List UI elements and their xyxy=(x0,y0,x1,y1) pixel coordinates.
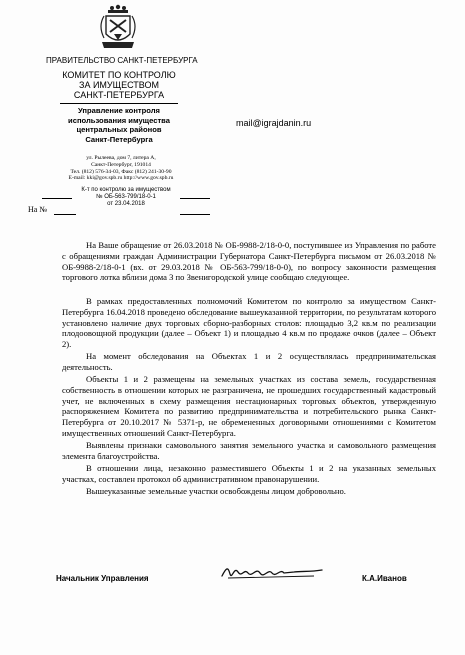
body-paragraph: На Ваше обращение от 26.03.2018 № ОБ-9988-2/18-0-0, поступившее из Управления по работе с обращениями граждан Администрации Губернатора Санкт-Петербурга письмом от 26.03.2018 № ОБ-9988-2/18-0-1 (вх. от 29.03.2018 № ОБ-563-799/18-0-0), по вопросу законности размещения торгового лотка вблизи дома 3 по Звенигородской улице сообщаю следующее. xyxy=(62,240,436,283)
date-line xyxy=(42,198,72,199)
signatory-title: Начальник Управления xyxy=(56,574,149,583)
committee-name xyxy=(52,70,186,100)
signatory-name: К.А.Иванов xyxy=(362,574,407,583)
address-line: Санкт-Петербург, 191014 xyxy=(91,161,151,168)
committee-line: КОМИТЕТ ПО КОНТРОЛЮ xyxy=(62,70,176,80)
handwritten-signature xyxy=(218,558,328,584)
department-line: использования имущества xyxy=(68,115,170,125)
department-line: Управление контроля xyxy=(78,106,160,115)
body-paragraph: В отношении лица, незаконно разместившего Объекты 1 и 2 на указанных земельных участках, составлен протокол об административном правонарушении. xyxy=(62,463,436,484)
stamp-line: № ОБ-563-799/18-0-1 xyxy=(96,194,156,200)
department-name xyxy=(54,106,184,144)
stamp-line: от 23.04.2018 xyxy=(107,201,145,207)
body-paragraph: Вышеуказанные земельные участки освобождены лицом добровольно. xyxy=(86,486,346,496)
body-paragraph: Объекты 1 и 2 размещены на земельных участках из состава земель, государственная собственность в отношении которых не разграничена, не прошедших государственный кадастровый учет, не включенных в схему размещения нестационарных торговых объектов, утвержденную распоряжением Комитета по развитию предпринимательства и потребительского рынка Санкт-Петербурга от 20.10.2017 № 5371-р, не обремененных договорными отношениями с Комитетом имущественных отношений Санкт-Петербурга. xyxy=(62,374,436,438)
date-line-right xyxy=(180,198,210,199)
department-line: центральных районов xyxy=(76,125,162,134)
body-paragraph: В рамках предоставленных полномочий Комитетом по контролю за имуществом Санкт-Петербурга 16.04.2018 проведено обследование вышеуказанной территории, по результатам которого установлено наличие двух торговых сборно-разборных столов: площадью 3,2 кв.м по реализации плодоовощной продукции (далее – Объект 1) и площадью 4 кв.м по продаже очков (далее – Объект 2). xyxy=(62,296,436,350)
address-line: ул. Рылеева, дом 7, литера А, xyxy=(86,155,156,161)
address-line: Тел. (812) 576-34-03, Факс (812) 241-30-90 xyxy=(70,168,172,175)
recipient-email: mail@igrajdanin.ru xyxy=(236,118,312,128)
reference-number-line xyxy=(54,214,76,215)
body-paragraph: Выявлены признаки самовольного занятия земельного участка и самовольного размещения элемента благоустройства. xyxy=(62,440,436,461)
registration-stamp xyxy=(62,187,190,208)
address-block xyxy=(60,155,182,182)
header-divider xyxy=(60,103,178,104)
reference-date-line xyxy=(180,214,210,215)
department-line: Санкт-Петербурга xyxy=(85,134,153,144)
government-name: ПРАВИТЕЛЬСТВО САНКТ-ПЕТЕРБУРГА xyxy=(46,56,198,65)
coat-of-arms-icon xyxy=(96,4,140,52)
address-line: E-mail: kki@gov.spb.ru http://www.gov.spb.ru xyxy=(68,175,174,182)
committee-line: САНКТ-ПЕТЕРБУРГА xyxy=(73,90,165,100)
body-paragraph: На момент обследования на Объектах 1 и 2 осуществлялась предпринимательская деятельность. xyxy=(62,351,436,372)
committee-line: ЗА ИМУЩЕСТВОМ xyxy=(79,80,159,90)
reference-number-label: На № xyxy=(28,205,47,214)
stamp-line: К-т по контролю за имуществом xyxy=(81,187,171,193)
